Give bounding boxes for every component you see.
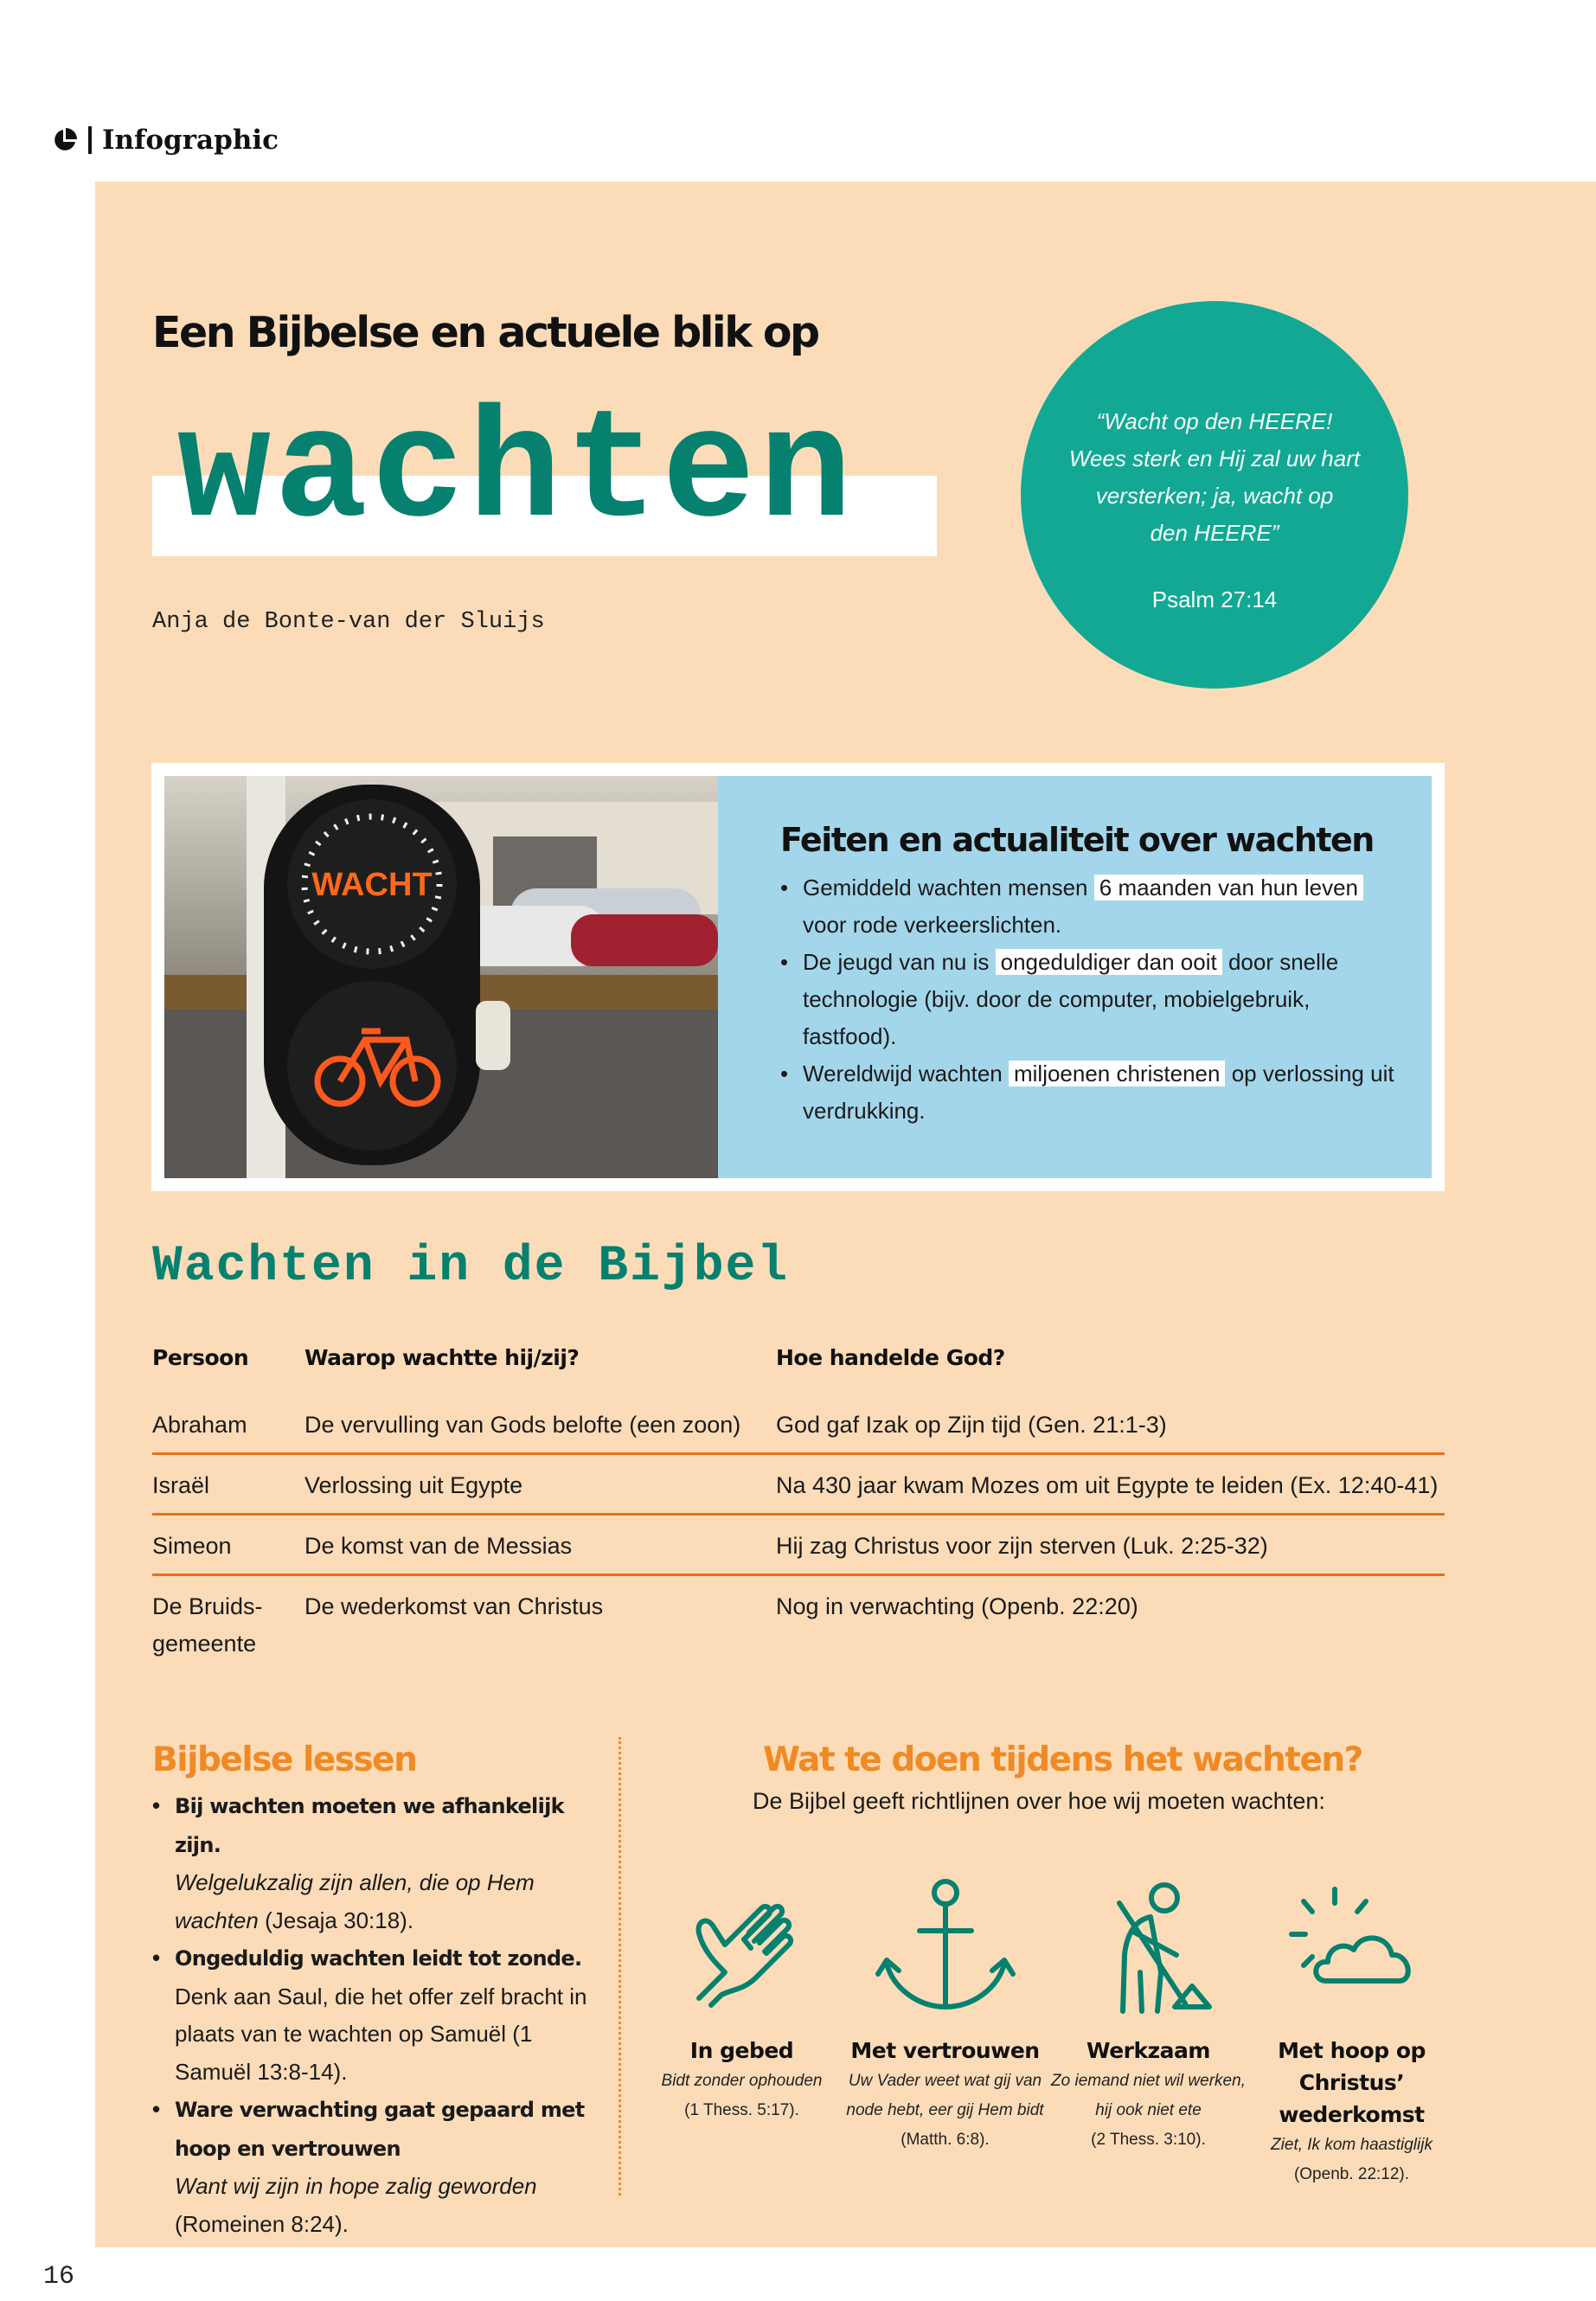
todo-item [843, 1868, 1047, 2189]
lesson-heading: Ware verwachting gaat gepaard met hoop en vertrouwen [175, 2098, 585, 2161]
fact-text: De jeugd van nu is [803, 949, 990, 975]
todo-item-title: Met hoop op Christus’ wederkomst [1278, 2038, 1426, 2127]
lessons-list [152, 1787, 611, 2243]
table-cell: De vervulling van Gods belofte (een zoon) [304, 1412, 741, 1438]
lesson-item [152, 1787, 611, 1939]
section-header [52, 123, 279, 157]
header-divider [88, 126, 92, 154]
fact-text: Wereldwijd wachten [803, 1061, 1003, 1086]
todo-items [640, 1868, 1471, 2189]
todo-item-title: Werkzaam [1086, 2038, 1210, 2063]
table-cell: Na 430 jaar kwam Mozes om uit Egypte te leiden (Ex. 12:40-41) [776, 1472, 1439, 1498]
table-row [152, 1455, 1445, 1516]
page-kicker: Een Bijbelse en actuele blik op [152, 308, 818, 357]
lesson-quote: Welgelukzalig zijn allen, die op Hem wachten [175, 1869, 535, 1933]
bible-table [152, 1334, 1445, 1659]
lesson-text: Denk aan Saul, die het offer zelf bracht in plaats van te wachten op Samuël (1 Samuël 13:8-14). [175, 1983, 587, 2085]
lesson-item [152, 2091, 611, 2243]
fact-text: op verlossing uit verdrukking. [803, 1061, 1394, 1124]
todo-item [640, 1868, 843, 2189]
lesson-text: (Jesaja 30:18). [265, 1907, 414, 1933]
traffic-light-image [164, 776, 718, 1178]
todo-item-ref: (2 Thess. 3:10). [1091, 2131, 1206, 2149]
fact-item [780, 869, 1403, 944]
table-cell: Nog in verwachting (Openb. 22:20) [776, 1593, 1138, 1619]
todo-item-quote: Ziet, Ik kom haastiglijk [1271, 2136, 1433, 2154]
facts-list [780, 869, 1403, 1130]
todo-item-title: In gebed [689, 2038, 794, 2063]
todo-item-quote: Bidt zonder ophouden [661, 2072, 823, 2090]
todo-item-quote: Uw Vader weet wat gij van node hebt, eer gij Hem bidt [846, 2072, 1044, 2119]
bible-section-title: Wachten in de Bijbel [152, 1239, 790, 1295]
fact-highlight: 6 maanden van hun leven [1094, 875, 1363, 901]
lesson-item [152, 1939, 611, 2091]
fact-text: voor rode verkeerslichten. [803, 912, 1062, 938]
todo-item-text [843, 2067, 1047, 2155]
facts-box [151, 763, 1445, 1191]
facts-title: Feiten en actualiteit over wachten [780, 821, 1374, 859]
dotted-divider [619, 1737, 621, 2195]
fact-item [780, 1055, 1403, 1130]
table-cell: God gaf Izak op Zijn tijd (Gen. 21:1-3) [776, 1412, 1167, 1438]
worker-shovel-icon [1071, 1868, 1227, 2024]
column-header: Persoon [152, 1345, 249, 1370]
table-cell: Abraham [152, 1412, 247, 1438]
todo-title: Wat te doen tijdens het wachten? [763, 1740, 1362, 1779]
column-header: Hoe handelde God? [776, 1345, 1005, 1370]
page-number: 16 [43, 2262, 75, 2291]
table-cell: De wederkomst van Christus [304, 1593, 604, 1619]
fact-text: door snelle technologie (bijv. door de computer, mobielgebruik, fastfood). [803, 949, 1339, 1049]
table-row [152, 1394, 1445, 1455]
quote-line: “Wacht op den HEERE! [1096, 408, 1333, 434]
todo-subtitle: De Bijbel geeft richtlijnen over hoe wij moeten wachten: [753, 1788, 1325, 1814]
bible-quote [1055, 403, 1374, 552]
fact-highlight: miljoenen christenen [1009, 1061, 1225, 1086]
table-row [152, 1516, 1445, 1576]
sign-text: WACHT [311, 867, 433, 903]
todo-item-text [640, 2067, 843, 2125]
todo-item-ref: (Matth. 6:8). [901, 2131, 990, 2149]
todo-item-title: Met vertrouwen [850, 2038, 1040, 2063]
lesson-quote: Want wij zijn in hope zalig geworden [175, 2173, 537, 2199]
fact-highlight: ongeduldiger dan ooit [996, 949, 1222, 975]
column-header: Waarop wachtte hij/zij? [304, 1345, 580, 1370]
page-title: wachten [177, 386, 856, 562]
todo-item-ref: (Openb. 22:12). [1293, 2165, 1410, 2183]
table-cell: Simeon [152, 1533, 232, 1559]
todo-item-quote: Zo iemand niet wil werken, hij ook niet ete [1051, 2072, 1246, 2119]
table-cell: Hij zag Christus voor zijn sterven (Luk. 2:25-32) [776, 1533, 1268, 1559]
quote-line: versterken; ja, wacht op [1095, 483, 1334, 509]
todo-item-ref: (1 Thess. 5:17). [684, 2101, 799, 2119]
table-row [152, 1576, 1445, 1659]
fact-text: Gemiddeld wachten mensen [803, 875, 1088, 901]
lesson-text: (Romeinen 8:24). [175, 2210, 349, 2237]
table-cell: De komst van de Messias [304, 1533, 573, 1559]
lesson-heading: Ongeduldig wachten leidt tot zonde. [175, 1946, 582, 1971]
quote-line: den HEERE” [1150, 520, 1279, 546]
sun-cloud-icon [1274, 1868, 1430, 2024]
table-cell: Verlossing uit Egypte [304, 1472, 523, 1498]
todo-item [1047, 1868, 1250, 2189]
traffic-light-photo [164, 776, 718, 1178]
quote-line: Wees sterk en Hij zal uw hart [1068, 445, 1361, 471]
table-cell: De Bruids- gemeente [152, 1593, 263, 1657]
lesson-heading: Bij wachten moeten we afhankelijk zijn. [175, 1794, 564, 1857]
table-cell: Israël [152, 1472, 210, 1498]
section-label: Infographic [102, 125, 279, 156]
todo-item-text [1047, 2067, 1250, 2155]
table-header-row [152, 1334, 1445, 1394]
todo-item-text [1250, 2131, 1453, 2189]
quote-reference: Psalm 27:14 [1151, 586, 1278, 612]
pie-chart-icon [52, 127, 78, 153]
author-name: Anja de Bonte-van der Sluijs [152, 609, 545, 635]
praying-hands-icon [664, 1868, 820, 2024]
lessons-title: Bijbelse lessen [152, 1740, 417, 1779]
facts-panel [718, 776, 1432, 1178]
anchor-icon [868, 1868, 1023, 2024]
fact-item [780, 944, 1403, 1055]
todo-item [1250, 1868, 1453, 2189]
quote-circle [1021, 301, 1408, 689]
